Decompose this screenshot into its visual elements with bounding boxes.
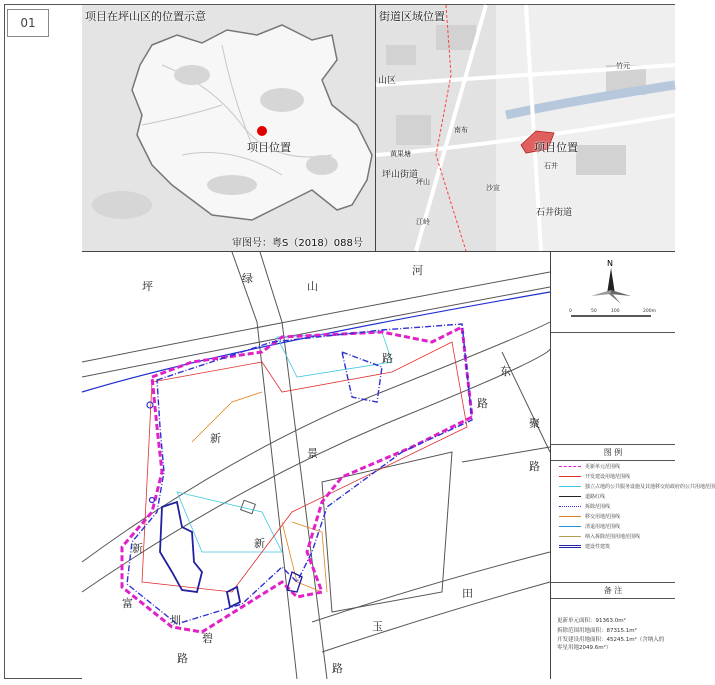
legend-swatch (559, 466, 581, 467)
demolition-boundary (127, 324, 472, 624)
notes-title: 备 注 (551, 585, 675, 599)
north-arrow-graphic (551, 252, 675, 332)
note-renewal-area: 更新单元面积：91363.0m² (557, 618, 626, 624)
road-name-zhu: 碧 (202, 632, 213, 645)
overview-inset-map (82, 5, 375, 251)
pingshan-label: 坪山 (416, 178, 430, 186)
project-location-label: 项目位置 (534, 141, 578, 154)
legend-title: 图 例 (551, 447, 675, 461)
huangshuitang-label: 黄果塘 (390, 150, 411, 158)
site-plan-map (82, 252, 550, 679)
legend-item (559, 463, 620, 470)
road-name-xin1: 新 (210, 432, 221, 445)
road-edge (322, 582, 550, 652)
legend-label: 拆除范围线 (585, 504, 611, 510)
overview-inset (82, 5, 376, 252)
legend-item (559, 503, 610, 510)
legend-item (559, 513, 620, 520)
legend-swatch (559, 536, 581, 537)
pingshan-street-label: 坪山街道 (382, 170, 419, 180)
road-name-jiang: 东 (500, 365, 511, 378)
terrain-patch (260, 88, 304, 112)
street-inset-title: 街道区域位置 (379, 10, 445, 23)
building-block (576, 145, 626, 175)
north-label: N (607, 259, 613, 268)
legend-swatch (559, 516, 581, 517)
road-edge (232, 252, 297, 679)
site-plan (82, 252, 551, 679)
legend-swatch (559, 496, 581, 497)
terrain-patch (92, 191, 152, 219)
compass-box (551, 252, 675, 333)
scale-label: 0 (569, 309, 572, 314)
road-name-road4: 路 (177, 652, 188, 665)
legend-label: 道路红线 (585, 494, 606, 500)
road-name-tian: 田 (462, 587, 473, 600)
legend-swatch (559, 545, 581, 548)
road-name-road2: 路 (477, 397, 488, 410)
renewal-unit-boundary (122, 327, 472, 632)
side-panel (551, 252, 715, 679)
legend-swatch (559, 486, 581, 487)
road-name-fu: 富 (122, 597, 133, 610)
road-name-jing: 景 (307, 447, 318, 460)
building-block (436, 25, 476, 50)
scale-label: 100 (611, 309, 620, 314)
legend-label: 清退用地范围线 (585, 524, 621, 530)
scale-label: 200m (643, 309, 656, 314)
terrain-patch (306, 155, 338, 175)
overview-inset-title: 项目在坪山区的位置示意 (85, 10, 206, 23)
overview-marker-label: 项目位置 (247, 141, 291, 154)
road-name-ping: 坪 (142, 280, 153, 293)
building-block (322, 452, 452, 612)
legend-swatch (559, 526, 581, 527)
development-boundary (142, 342, 467, 592)
road-name-zhen: 圳 (170, 614, 181, 627)
legend-item (559, 483, 715, 490)
scale-label: 50 (591, 309, 597, 314)
small-building (241, 500, 256, 514)
road-name-he: 河 (412, 264, 423, 277)
legend-label: 移交用地范围线 (585, 514, 621, 520)
road-name-lu: 绿 (242, 272, 253, 285)
legend-item (559, 523, 620, 530)
legend-swatch (559, 506, 581, 507)
street-inset (376, 5, 675, 252)
road-name-road3: 路 (529, 460, 540, 473)
legend-swatch (559, 476, 581, 477)
jiangling-label: 江岭 (416, 218, 430, 226)
road-name-xin2: 新 (254, 537, 265, 550)
terrain-patch (174, 65, 210, 85)
legend-label: 开发建设用地范围线 (585, 474, 631, 480)
page-number: 01 (7, 9, 49, 37)
notes-box (551, 582, 675, 680)
approval-number: 审图号：粤S（2018）088号 (232, 238, 363, 249)
building-block (386, 45, 416, 65)
legend-item (559, 543, 610, 550)
road-name-xin3: 新 (132, 542, 143, 555)
road-name-shan: 山 (307, 280, 318, 293)
street-inset-map (376, 5, 675, 251)
zhuanyuan-label: 竹元 (616, 62, 630, 70)
legend-label: 建设性建筑 (585, 544, 611, 550)
small-parcel-marker (147, 402, 153, 408)
road-name-yu: 玉 (372, 620, 383, 633)
legend-item (559, 473, 630, 480)
legend-label: 纳入拆除范围用地范围线 (585, 534, 641, 540)
project-location-marker (257, 126, 267, 136)
note-demolition-area: 拆除范围用地面积：87315.1m² (557, 628, 637, 634)
road-edge (82, 287, 550, 377)
road-edge (312, 552, 550, 622)
road-name-road1: 路 (382, 352, 393, 365)
shaxuan-label: 沙宣 (486, 184, 500, 192)
shijing-label: 石井 (544, 162, 558, 170)
terrain-patch (207, 175, 257, 195)
district-label: 山区 (378, 76, 397, 86)
legend-label: 独立占地的公共服务设施及其他移交给政府的公共用地范围 (585, 484, 715, 490)
legend-box (551, 444, 715, 595)
transfer-land-boundary (192, 392, 327, 592)
road-name-jing-east: 聚 (529, 417, 540, 430)
nanbu-label: 南布 (454, 126, 468, 134)
road-name-gao: 路 (332, 662, 343, 675)
legend-item (559, 493, 605, 500)
legend-label: 更新单元范围线 (585, 464, 621, 470)
shijing-street-label: 石井街道 (536, 208, 573, 218)
building-block (396, 115, 431, 145)
note-development-area: 开发建设用地面积：45245.1m²（含纳入的零星用地2049.6m²） (557, 637, 665, 651)
legend-item (559, 533, 640, 540)
existing-building-outline (160, 502, 240, 607)
